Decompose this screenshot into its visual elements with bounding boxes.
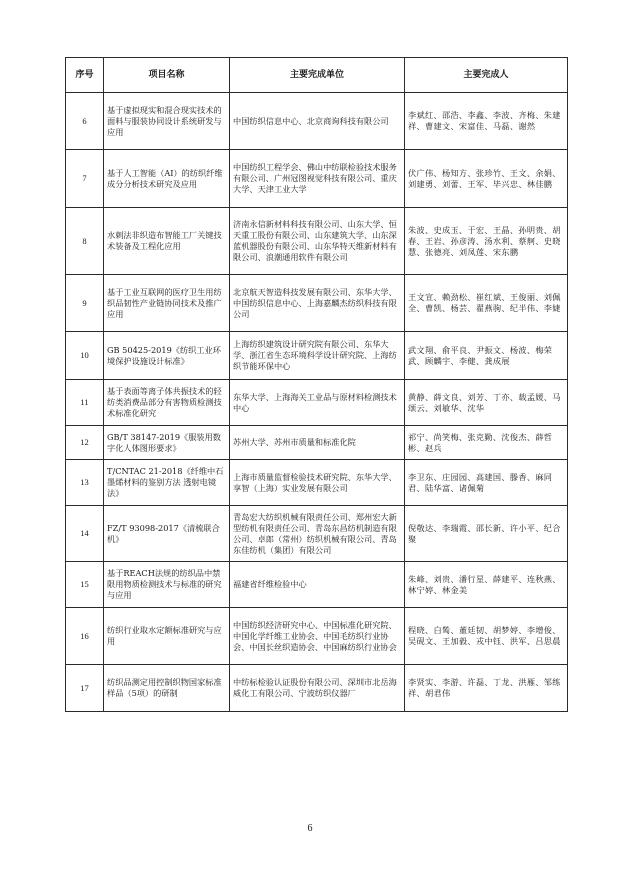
- cell-project-name: 基于工业互联网的医疗卫生用纺织品韧性产业链协同技术及推广应用: [104, 275, 230, 332]
- cell-serial-number: 15: [66, 562, 104, 608]
- table-row: [66, 150, 568, 208]
- cell-completion-units: 福建省纤维检验中心: [230, 562, 405, 608]
- cell-completion-units: 苏州大学、苏州市质量和标准化院: [230, 426, 405, 460]
- table-row: [66, 426, 568, 460]
- cell-serial-number: 17: [66, 665, 104, 712]
- cell-completion-people: 李斌红、邵浩、李鑫、李波、齐梅、朱建祥、曹建文、宋富佳、马磊、谢然: [405, 93, 568, 150]
- cell-serial-number: 10: [66, 332, 104, 380]
- cell-completion-people: 朱峰、刘贵、潘行星、薛建平、连秋燕、林宁婷、林金美: [405, 562, 568, 608]
- cell-project-name: 水刺法非织造布智能工厂关键技术装备及工程化应用: [104, 208, 230, 275]
- cell-serial-number: 13: [66, 460, 104, 506]
- cell-completion-people: 李卫东、庄园园、高建国、滕香、麻同君、陆华富、诸佩菊: [405, 460, 568, 506]
- cell-serial-number: 8: [66, 208, 104, 275]
- cell-completion-people: 祁宁、尚笑梅、张克勤、沈俊杰、薛哲彬、赵兵: [405, 426, 568, 460]
- table-row: [66, 208, 568, 275]
- cell-completion-units: 青岛宏大纺织机械有限责任公司、郑州宏大新型纺机有限责任公司、青岛东昌纺机制造有限公司、卓郎（常州）纺织机械有限公司、青岛东佳纺机（集团）有限公司: [230, 506, 405, 562]
- cell-completion-people: 黄静、薛文良、刘芳、丁亦、载孟媛、马颂云、刘敏华、沈华: [405, 380, 568, 426]
- cell-completion-units: 中国纺织信息中心、北京商询科技有限公司: [230, 93, 405, 150]
- table-body: [66, 93, 568, 712]
- cell-completion-units: 中国纺织经济研究中心、中国标准化研究院、中国化学纤维工业协会、中国毛纺织行业协会、中国长丝织造协会、中国麻纺织行业协会: [230, 608, 405, 665]
- cell-completion-units: 东华大学、上海海关工业品与原材料检测技术中心: [230, 380, 405, 426]
- cell-completion-units: 上海市质量监督检验技术研究院、东华大学、享智（上海）实业发展有限公司: [230, 460, 405, 506]
- cell-completion-units: 中国纺织工程学会、佛山中纺联检验技术服务有限公司、广州冠图视觉科技有限公司、重庆大学、天津工业大学: [230, 150, 405, 208]
- table-row: [66, 380, 568, 426]
- award-table: [65, 57, 568, 712]
- cell-project-name: 基于人工智能（AI）的纺织纤维成分分析技术研究及应用: [104, 150, 230, 208]
- header-completion-units: 主要完成单位: [230, 58, 405, 93]
- cell-project-name: 基于REACH法规的纺织品中禁限用物质检测技术与标准的研究与应用: [104, 562, 230, 608]
- cell-completion-people: 李贤实、李游、许磊、丁龙、洪雁、邹练祥、胡君伟: [405, 665, 568, 712]
- cell-project-name: T/CNTAC 21-2018《纤维中石墨烯材料的鉴别方法 透射电镜法》: [104, 460, 230, 506]
- cell-completion-units: 上海纺织建筑设计研究院有限公司、东华大学、浙江省生态环境科学设计研究院、上海纺织节能环保中心: [230, 332, 405, 380]
- table-row: [66, 332, 568, 380]
- cell-serial-number: 6: [66, 93, 104, 150]
- table-row: [66, 608, 568, 665]
- cell-serial-number: 11: [66, 380, 104, 426]
- header-completion-people: 主要完成人: [405, 58, 568, 93]
- table-row: [66, 506, 568, 562]
- header-row: [66, 58, 568, 93]
- cell-serial-number: 9: [66, 275, 104, 332]
- table-row: [66, 562, 568, 608]
- cell-completion-people: 朱波、史成玉、于宏、王晶、孙明贵、胡春、王岩、孙彦涛、汤水利、蔡舸、史晓慧、张德亮、刘凤莲、宋东鹏: [405, 208, 568, 275]
- cell-project-name: GB/T 38147-2019《服装用数字化人体图形要求》: [104, 426, 230, 460]
- cell-project-name: GB 50425-2019《纺织工业环境保护设施设计标准》: [104, 332, 230, 380]
- cell-project-name: FZ/T 93098-2017《清梳联合机》: [104, 506, 230, 562]
- cell-completion-people: 王文宣、赖劲松、崔红斌、王俊丽、刘佩全、曹凯、杨芸、翟燕驹、纪半伟、李婕: [405, 275, 568, 332]
- header-serial-number: 序号: [66, 58, 104, 93]
- cell-project-name: 基于虚拟现实和混合现实技术的面料与服装协同设计系统研发与应用: [104, 93, 230, 150]
- cell-project-name: 纺织行业取水定额标准研究与应用: [104, 608, 230, 665]
- cell-serial-number: 14: [66, 506, 104, 562]
- table-row: [66, 93, 568, 150]
- table-row: [66, 460, 568, 506]
- page-number: 6: [307, 823, 313, 834]
- cell-completion-units: 中纺标检验认证股份有限公司、深圳市北岳海威化工有限公司、宁波纺织仪器厂: [230, 665, 405, 712]
- cell-completion-people: 伏广伟、杨知方、张珍竹、王文、余娟、刘建勇、刘蕾、王军、毕兴忠、林佳鹏: [405, 150, 568, 208]
- cell-completion-people: 武文翔、俞平良、尹振文、杨波、梅荣武、顾麟宇、李健、龚成展: [405, 332, 568, 380]
- cell-completion-people: 程晓、白鸶、董廷韧、胡梦婷、李增俊、吴砚文、王加毅、戎中钰、洪军、吕思晨: [405, 608, 568, 665]
- cell-project-name: 基于表面等离子体共振技术的轻纺类消费品部分有害物质检测技术标准化研究: [104, 380, 230, 426]
- table-row: [66, 665, 568, 712]
- cell-serial-number: 12: [66, 426, 104, 460]
- header-project-name: 项目名称: [104, 58, 230, 93]
- cell-project-name: 纺织品测定用控制织物国家标准样品（5项）的研制: [104, 665, 230, 712]
- cell-completion-units: 北京航天智造科技发展有限公司、东华大学、中国纺织信息中心、上海嘉麟杰纺织科技有限公司: [230, 275, 405, 332]
- cell-completion-people: 倪敬达、李瑞霞、邵长新、许小平、纪合聚: [405, 506, 568, 562]
- cell-serial-number: 7: [66, 150, 104, 208]
- cell-serial-number: 16: [66, 608, 104, 665]
- table-header: [66, 58, 568, 93]
- cell-completion-units: 济南永信新材料科技有限公司、山东大学、恒天重工股份有限公司、山东建筑大学、山东深蓝机器股份有限公司、山东华特天维新材料有限公司、浪潮通用软件有限公司: [230, 208, 405, 275]
- table-row: [66, 275, 568, 332]
